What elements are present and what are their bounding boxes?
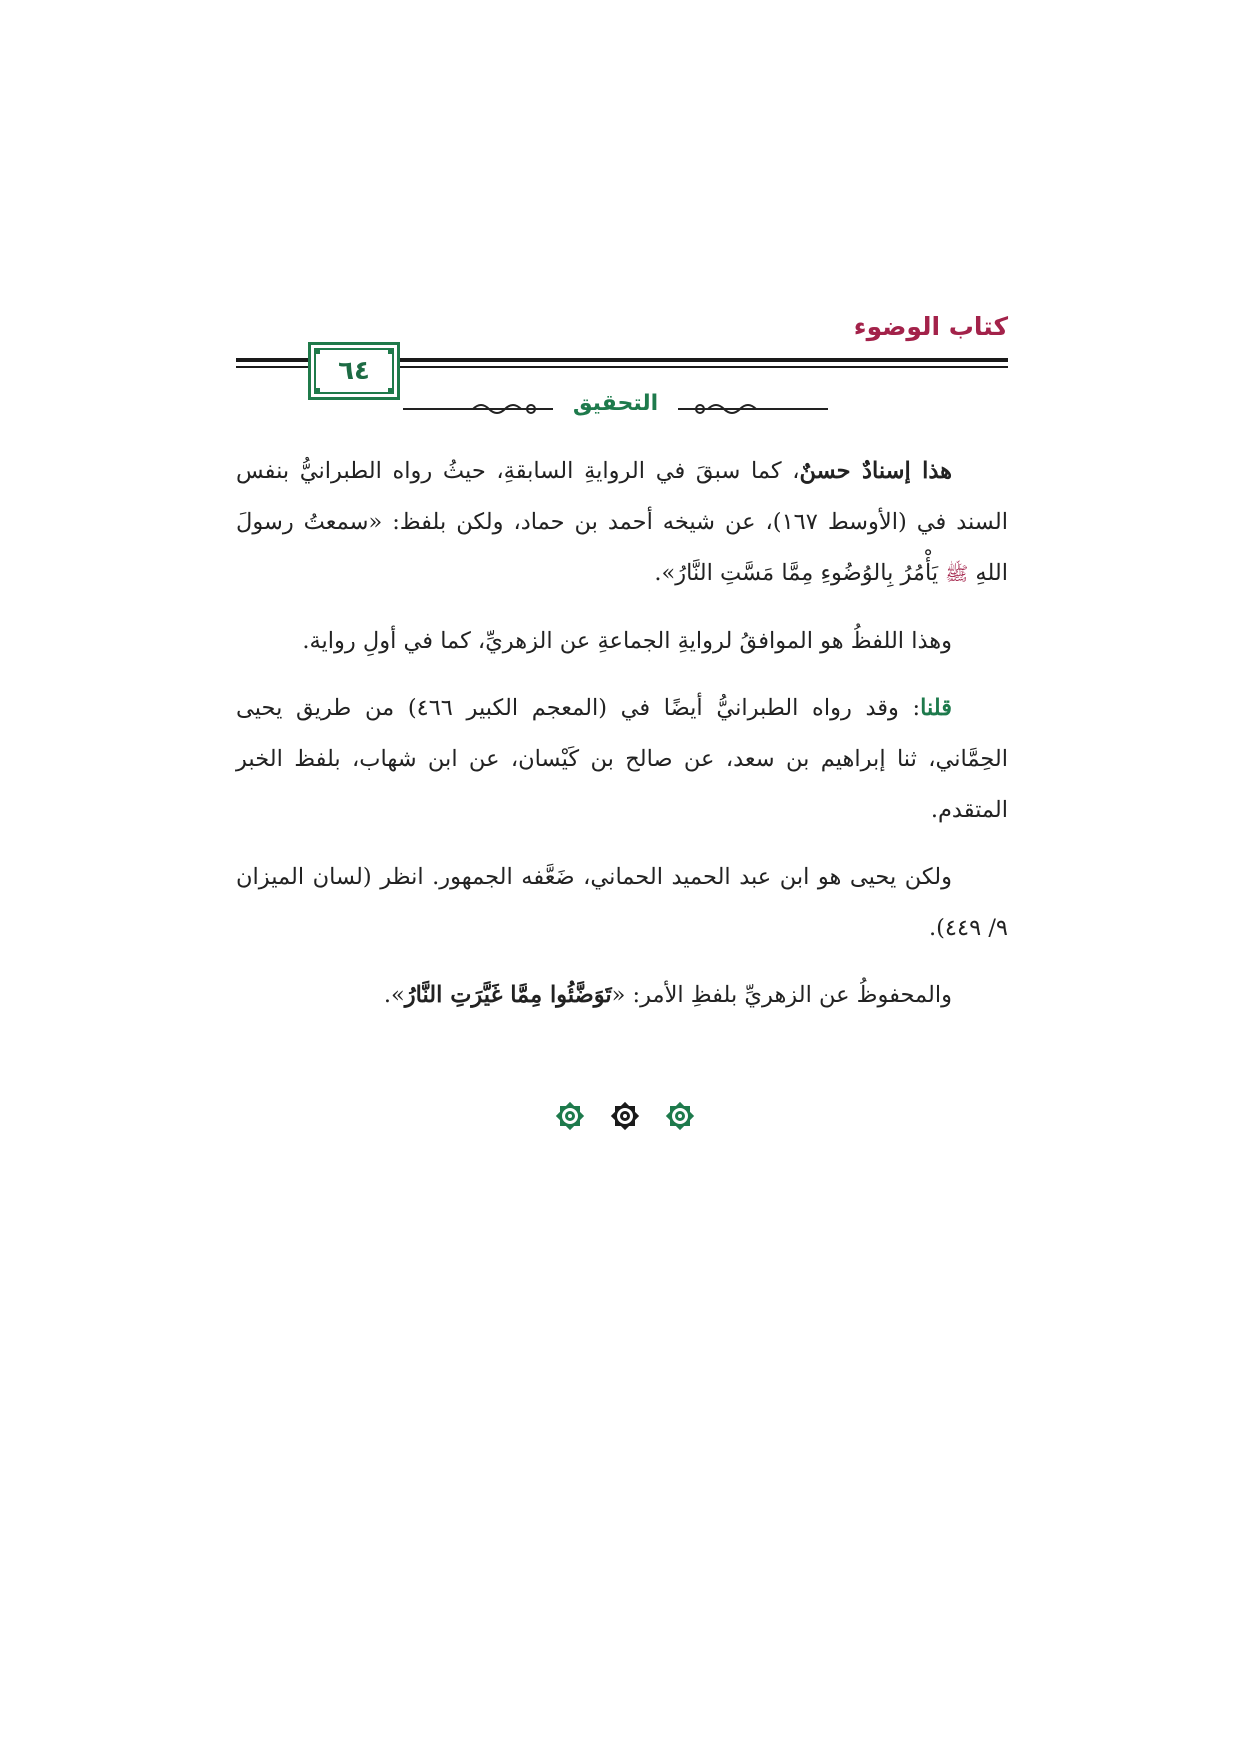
flower-ornament-green-icon (660, 1096, 700, 1136)
paragraph-3 (236, 683, 1008, 836)
end-ornaments (550, 1090, 700, 1142)
frame-corner-icon (314, 348, 320, 354)
paragraph-4: ولكن يحيى هو ابن عبد الحميد الحماني، ضَعَّفه الجمهور. انظر (لسان الميزان ٩/ ٤٤٩). (236, 864, 1008, 941)
paragraph-1-text: ، كما سبقَ في الروايةِ السابقةِ، حيثُ رواه الطبرانيُّ بنفس السند في (الأوسط ١٦٧)، عن شيخه أحمد بن حماد، ولكن بلفظ: «سمعتُ رسولَ اللهِ (236, 458, 1008, 586)
body-text (236, 446, 1008, 1037)
paragraph-1-lead: هذا إسنادٌ حسنٌ (799, 458, 952, 484)
paragraph-1 (236, 446, 1008, 600)
paragraph-2: وهذا اللفظُ هو الموافقُ لروايةِ الجماعةِ عن الزهريِّ، كما في أولِ رواية. (302, 628, 952, 654)
paragraph-3-lead: قلنا (920, 695, 953, 721)
page-number-frame (308, 342, 400, 400)
section-divider (403, 391, 828, 424)
flower-ornament-black-icon (605, 1096, 645, 1136)
paragraph-5-tail: ». (383, 982, 405, 1008)
frame-corner-icon (388, 348, 394, 354)
pbuh-symbol: ﷺ (945, 563, 969, 585)
paragraph-3-text: : وقد رواه الطبرانيُّ أيضًا في (المعجم الكبير ٤٦٦) من طريق يحيى الحِمَّاني، ثنا إبراهيم بن سعد، عن صالح بن كَيْسان، عن ابن شهاب، بلفظ الخبر المتقدم. (236, 695, 1008, 823)
paragraph-5-quote: تَوَضَّئُوا مِمَّا غَيَّرَتِ النَّارُ (404, 982, 612, 1008)
page-header (236, 312, 1008, 390)
paragraph-1-tail: يَأْمُرُ بِالوُضُوءِ مِمَّا مَسَّتِ النَّارُ». (654, 560, 939, 586)
paragraph-5-text: والمحفوظُ عن الزهريِّ بلفظِ الأمر: « (611, 982, 952, 1008)
frame-corner-icon (314, 388, 320, 394)
paragraph-5 (236, 970, 1008, 1021)
page-number: ٦٤ (338, 356, 370, 386)
book-title: كتاب الوضوء (853, 312, 1008, 341)
flower-ornament-green-icon (550, 1096, 590, 1136)
section-title: التحقيق (572, 391, 659, 416)
frame-corner-icon (388, 388, 394, 394)
